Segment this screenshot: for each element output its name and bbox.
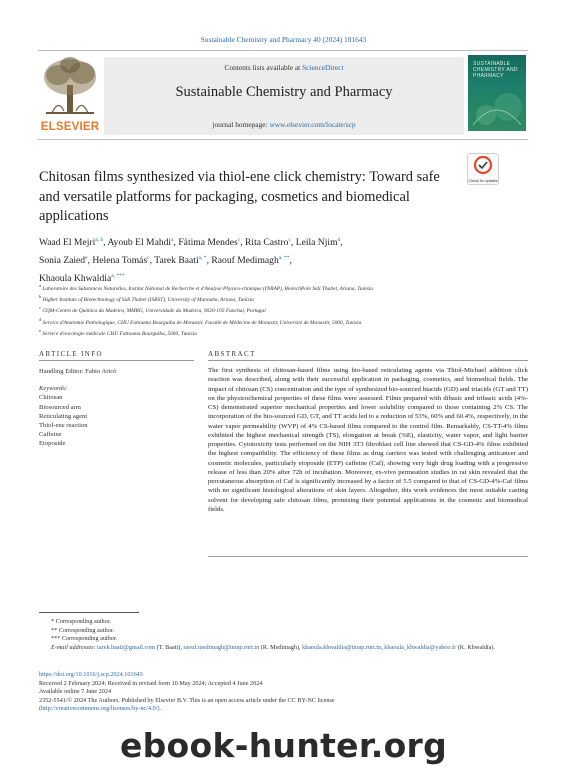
- journal-cover[interactable]: [468, 55, 526, 131]
- elsevier-logo[interactable]: [38, 55, 102, 133]
- author-name: Ayoub El Mahdi: [107, 237, 172, 249]
- journal-band: [104, 57, 464, 135]
- author-affil[interactable]: a, **: [278, 254, 290, 261]
- author[interactable]: [92, 255, 154, 266]
- separator: ,: [173, 237, 179, 249]
- keywords-label: Keywords:: [39, 385, 68, 393]
- author-name: Tarek Baati: [154, 255, 199, 267]
- abstract-heading: ABSTRACT: [208, 350, 256, 358]
- email-line: [39, 644, 529, 653]
- affiliation-key: a: [39, 283, 41, 288]
- keyword: Biosourced arm: [39, 403, 81, 411]
- affiliation: [39, 316, 529, 327]
- article-info-column: [39, 367, 189, 449]
- publisher-logo-text: ELSEVIER: [40, 121, 100, 133]
- email-owner: (K. Khwaldia).: [456, 643, 495, 651]
- journal-name: Sustainable Chemistry and Pharmacy: [175, 84, 393, 100]
- article-info-rule: [39, 360, 194, 361]
- author-affil[interactable]: a, ***: [111, 272, 125, 279]
- author-name: Sonia Zaied: [39, 255, 86, 267]
- abstract-bottom-rule: [208, 556, 528, 557]
- separator: ,: [103, 237, 108, 249]
- author[interactable]: [39, 237, 107, 248]
- license-link[interactable]: (http://creativecommons.org/licenses/by-nc/4.0/).: [39, 705, 162, 713]
- email-link[interactable]: khaoula.khwaldia@inrap.rnrt.tn: [302, 643, 382, 651]
- correspondence-block: [39, 618, 529, 652]
- cover-artwork: [468, 55, 526, 131]
- author-affil[interactable]: a, b: [95, 237, 104, 243]
- separator: ,: [290, 237, 296, 249]
- affiliation-text: CQM-Centro de Química da Madeira, MMRG, Universidade da Madeira, 9020-105 Funchal, Portugal: [42, 308, 266, 315]
- sciencedirect-link[interactable]: ScienceDirect: [302, 63, 344, 72]
- homepage-line: [104, 120, 464, 129]
- email-owner: (T. Baati),: [155, 643, 184, 651]
- separator: ,: [240, 237, 246, 249]
- contents-line: [104, 63, 464, 72]
- license-line: 2352-5541/© 2024 The Authors. Published by Elsevier B.V. This is an open access article under the CC BY-NC license: [39, 696, 335, 704]
- affiliation-key: c: [39, 305, 41, 311]
- affiliation-key: b: [39, 294, 42, 300]
- affiliations: [39, 282, 529, 338]
- journal-reference[interactable]: Sustainable Chemistry and Pharmacy 40 (2024) 101643: [200, 35, 367, 44]
- keyword: Etoposide: [39, 440, 66, 448]
- cover-title: SUSTAINABLE CHEMISTRY AND PHARMACY: [473, 61, 518, 79]
- author[interactable]: [154, 255, 211, 266]
- author-name: Khaoula Khwaldia: [39, 273, 112, 285]
- abstract-text: The first synthesis of chitosan-based films using bio-based reticulating agents via Thiol-Michael addition click reaction was described, along with their successful application in packaging, cosmetics, and biomedical fields. The impact of chitosan (CS) concentration and the type of synthesized bio-sourced biacids (GD) and triacids (GT and TT) on the physicochemical properties of these films were assessed. Films prepared with dibasic and tribasic acids (4%-CS) demonstrated superior mechanical properties and lower solubility compared to those containing 2% CS. The incorporation of the bio-sourced GD, GT, and TT acids led to a reduction of 53%, 60% and 60.4%, respectively, in the water vapor permeability (WVP) of 4% CS-based films compared to the control film. Remarkably, CS-TT-4% films exhibited the highest mechanical strength (TS), elongation at break (%E), elasticity, water vapor, and light barrier properties. Cytotoxicity tests performed on the NIH 3T3 fibroblast cell line showed that CS-GD-4% films exhibited the highest compatibility. The efficiency of these films as drug carriers was tested with challenging anticancer and cosmetic molecules, particularly etoposide (ETP) caffeine (Caf), showing very high drug loading with a progressive release of less than 20% after 72h of incubation. Moreover, ex-vivo permeation studies in rat skin revealed that the percutaneous absorption of Caf is significantly increased by a factor of 5.5 compared to that of CS-GD-4%-Caf films with no significant histological alterations of skin layers. Altogether, this work evidences the most suitable casting solvent for developing safe chitosan films, promising their potential applications in the cosmetic and biomedical fields.: [208, 367, 528, 513]
- author[interactable]: [107, 237, 178, 248]
- author-affil[interactable]: c: [288, 237, 291, 243]
- keyword: Caffeine: [39, 431, 62, 439]
- available-online: Available online 7 June 2024: [39, 688, 112, 696]
- check-for-updates-button[interactable]: [467, 153, 499, 185]
- affiliation-text: Laboratoire des Substances Naturelles, Institut National de Recherche et d'Analyse Physico-chimique (INRAP), BiotechPole Sidi Thabet, Ariana, Tunisia: [42, 285, 374, 292]
- tree-icon: [38, 55, 102, 117]
- email-link[interactable]: khaoula_khwaldia@yahoo.fr: [384, 643, 457, 651]
- doi-link[interactable]: https://doi.org/10.1016/j.scp.2024.101643: [39, 671, 143, 678]
- author-name: Leila Njim: [295, 237, 338, 249]
- article-title: Chitosan films synthesized via thiol-ene click chemistry: Toward safe and versatile platforms for packaging, cosmetics and biomedical applications: [39, 169, 440, 224]
- affiliation: [39, 282, 529, 293]
- homepage-prefix: journal homepage:: [212, 120, 270, 129]
- separator: ,: [87, 255, 93, 267]
- corresponding-note: ** Corresponding author.: [51, 626, 115, 634]
- publication-footer: [39, 671, 529, 714]
- corresponding-note: *** Corresponding author.: [51, 635, 118, 642]
- keyword: Chitosan: [39, 394, 63, 402]
- keyword: Thiol-ene reaction: [39, 422, 88, 430]
- author-affil[interactable]: e: [85, 254, 88, 261]
- email-link[interactable]: tarek.baati@gmail.com: [97, 643, 156, 651]
- author-name: Raouf Medimagh: [211, 255, 279, 267]
- affiliation: [39, 304, 529, 315]
- affiliation-text: Service d'Anatomie Pathologique, CHU Fattouma Bourguiba de Monastir, Faculté de Médecine de Monastir, Université de Monastir, 5000, Tunisia: [42, 319, 362, 326]
- handling-editor: Handling Editor: Fabio Aricò: [39, 368, 117, 375]
- author-affil[interactable]: d: [337, 237, 341, 243]
- author[interactable]: [211, 255, 292, 266]
- affiliation-key: e: [39, 327, 41, 333]
- separator: ,: [340, 237, 343, 249]
- corresponding-note: * Corresponding author.: [51, 618, 111, 625]
- email-label: E-mail addresses:: [51, 643, 96, 651]
- footnote-rule: [39, 612, 139, 613]
- affiliation-key: d: [39, 316, 42, 322]
- abstract-rule: [208, 360, 528, 361]
- check-updates-icon: [468, 154, 498, 176]
- affiliation-text: Higher Institute of Biotechnology of Sidi Thabet (ISBST), University of Manouba, Ariana, Tunisia: [42, 297, 254, 303]
- author[interactable]: [296, 237, 343, 248]
- separator: ,: [206, 255, 212, 267]
- watermark: ebook-hunter.org: [119, 726, 448, 765]
- author-name: Rita Castro: [245, 237, 289, 249]
- author[interactable]: [178, 237, 245, 248]
- author-affil[interactable]: a, *: [198, 254, 207, 261]
- separator: ,: [289, 255, 292, 267]
- author-name: Waad El Mejri: [39, 237, 96, 249]
- keyword: Reticulating agent: [39, 412, 88, 420]
- author-affil[interactable]: a: [171, 237, 174, 243]
- author[interactable]: [245, 237, 296, 248]
- author-name: Fátima Mendes: [178, 237, 238, 249]
- check-updates-label: Check for updates: [468, 179, 498, 183]
- article-info-heading: ARTICLE INFO: [39, 350, 104, 358]
- author-name: Helena Tomás: [92, 255, 148, 267]
- email-link[interactable]: raouf.medimagh@inrap.rnrt.tn: [183, 643, 260, 651]
- received-dates: Received 2 February 2024; Received in revised form 10 May 2024; Accepted 4 June 2024: [39, 679, 263, 687]
- separator: ,: [149, 255, 155, 267]
- author-affil[interactable]: c: [237, 237, 241, 243]
- email-owner: ,: [381, 643, 385, 651]
- affiliation: [39, 327, 529, 338]
- author[interactable]: [39, 255, 92, 266]
- author-list: [39, 233, 529, 287]
- contents-prefix: Contents lists available at: [224, 63, 303, 72]
- email-owner: (R. Medimagh),: [259, 643, 303, 651]
- homepage-link[interactable]: www.elsevier.com/locate/scp: [269, 120, 356, 129]
- affiliation-text: Service d'oncologie médicale CHU Fattouma Bourguiba, 5000, Tunisia: [42, 330, 197, 337]
- affiliation: [39, 293, 529, 304]
- author-affil[interactable]: c: [147, 254, 150, 261]
